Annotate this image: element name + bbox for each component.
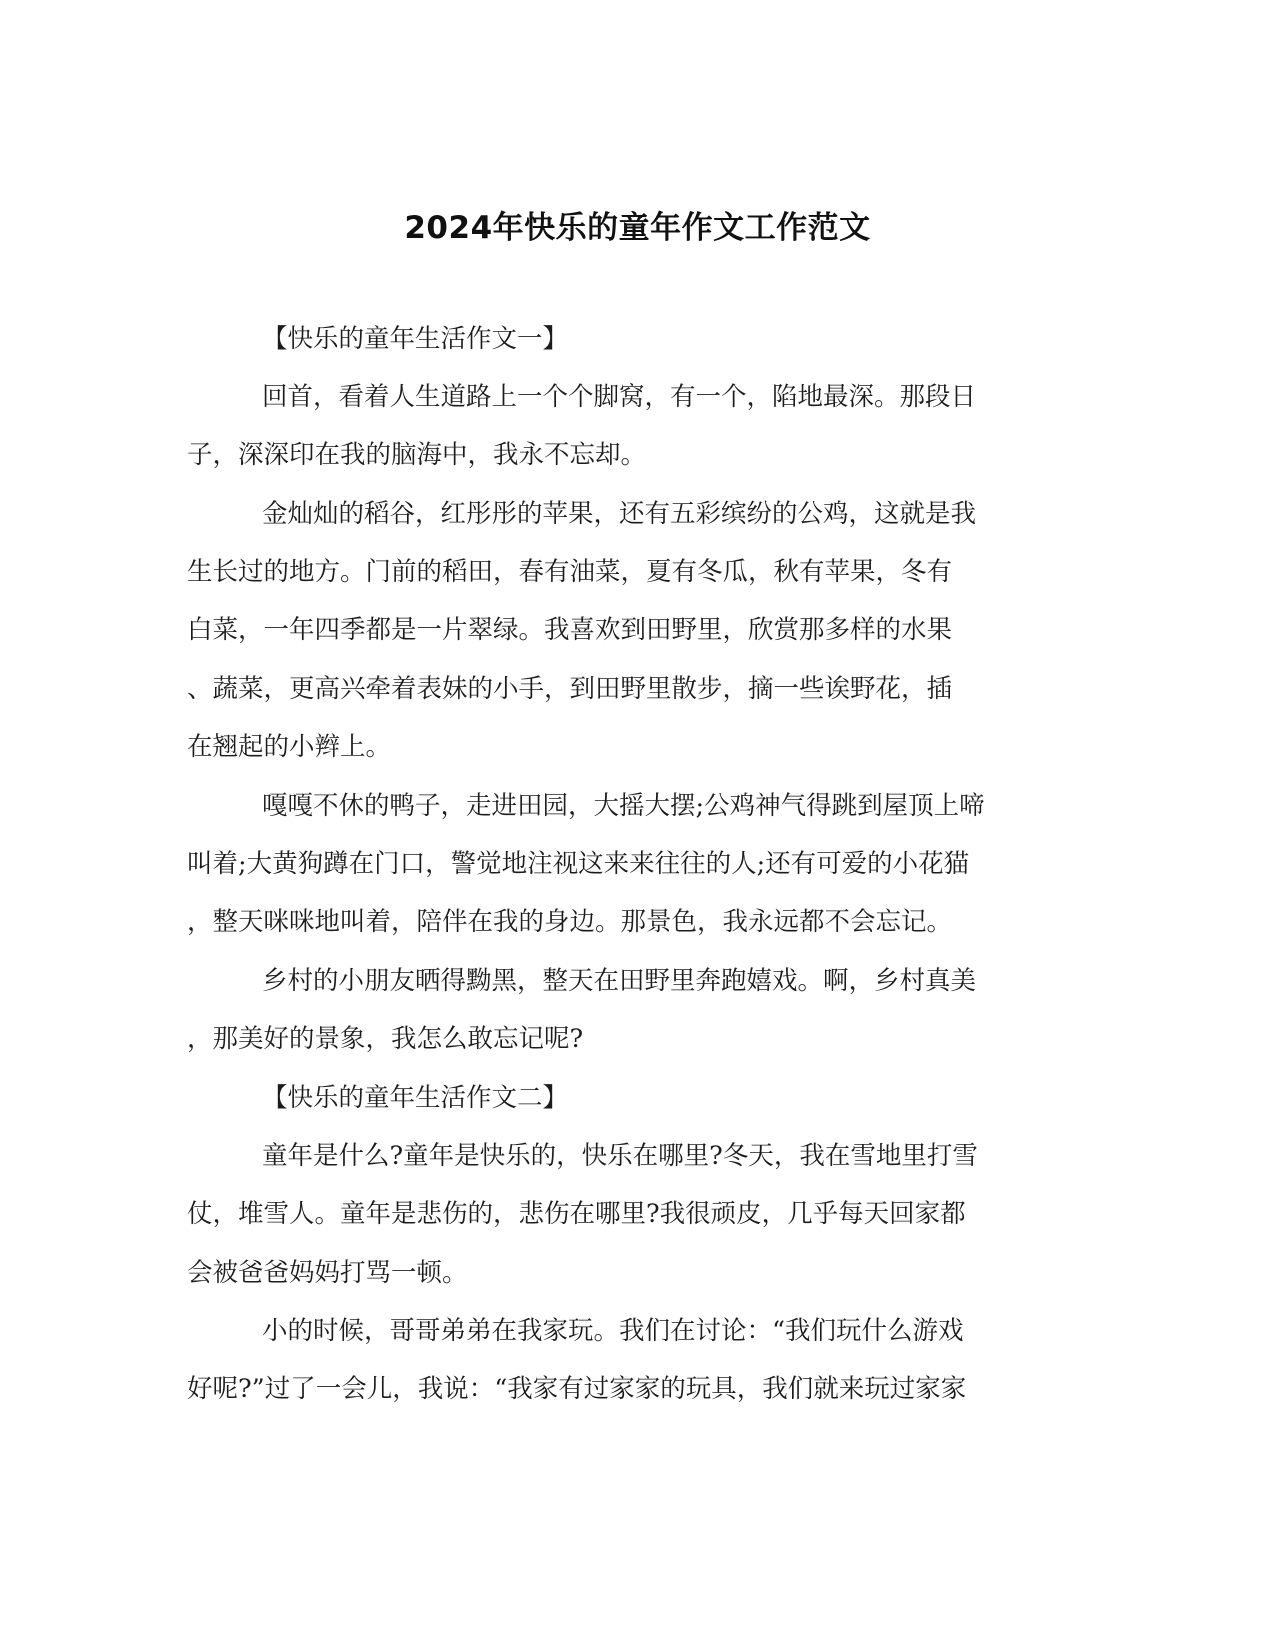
paragraph-line: 会被爸爸妈妈打骂一顿。 — [187, 1258, 468, 1288]
paragraph-line: 童年是什么?童年是快乐的，快乐在哪里?冬天，我在雪地里打雪 — [262, 1141, 978, 1171]
section-heading-1: 【快乐的童年生活作文一】 — [262, 324, 569, 354]
paragraph-line: 乡村的小朋友晒得黝黑，整天在田野里奔跑嬉戏。啊，乡村真美 — [262, 966, 977, 996]
paragraph-line: 白菜，一年四季都是一片翠绿。我喜欢到田野里，欣赏那多样的水果 — [187, 615, 953, 645]
paragraph-line: 叫着;大黄狗蹲在门口，警觉地注视这来来往往的人;还有可爱的小花猫 — [187, 849, 970, 879]
document-title: 2024年快乐的童年作文工作范文 — [404, 210, 871, 246]
section-heading-2: 【快乐的童年生活作文二】 — [262, 1083, 569, 1113]
paragraph-line: 回首，看着人生道路上一个个脚窝，有一个，陷地最深。那段日 — [262, 382, 977, 412]
paragraph-line: 在翘起的小辫上。 — [187, 732, 392, 762]
paragraph-line: ，整天咪咪地叫着，陪伴在我的身边。那景色，我永远都不会忘记。 — [187, 907, 953, 937]
paragraph-line: ，那美好的景象，我怎么敢忘记呢? — [187, 1024, 584, 1054]
paragraph-line: 好呢?”过了一会儿，我说：“我家有过家家的玩具，我们就来玩过家家 — [187, 1374, 967, 1404]
paragraph-line: 、蔬菜，更高兴牵着表妹的小手，到田野里散步，摘一些诶野花，插 — [187, 674, 953, 704]
paragraph-line: 金灿灿的稻谷，红彤彤的苹果，还有五彩缤纷的公鸡，这就是我 — [262, 499, 977, 529]
paragraph-line: 小的时候，哥哥弟弟在我家玩。我们在讨论：“我们玩什么游戏 — [262, 1316, 964, 1346]
paragraph-line: 生长过的地方。门前的稻田，春有油菜，夏有冬瓜，秋有苹果，冬有 — [187, 557, 953, 587]
paragraph-line: 子，深深印在我的脑海中，我永不忘却。 — [187, 440, 647, 470]
paragraph-line: 仗，堆雪人。童年是悲伤的，悲伤在哪里?我很顽皮，几乎每天回家都 — [187, 1199, 966, 1229]
paragraph-line: 嘎嘎不休的鸭子，走进田园，大摇大摆;公鸡神气得跳到屋顶上啼 — [262, 791, 985, 821]
